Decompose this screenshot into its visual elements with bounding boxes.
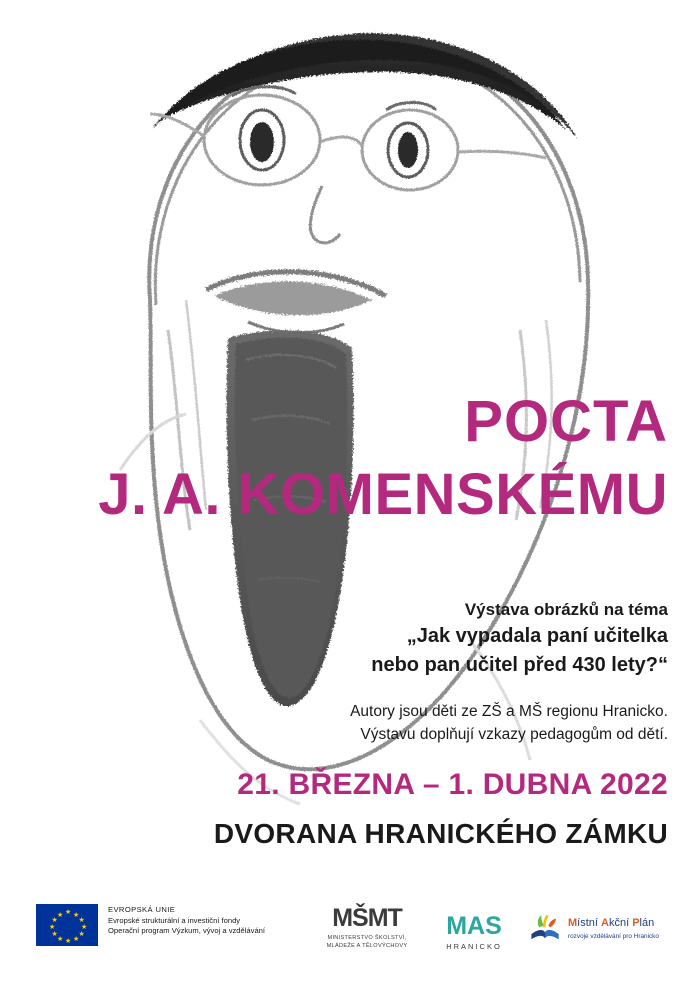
map-title-p: P [632,917,640,930]
msmt-logo-block [312,906,422,951]
map-title-m: M [568,917,578,930]
moustache [206,272,386,315]
msmt-mark: MŠMT [332,904,402,932]
subject-intro: Výstava obrázků na téma [464,600,668,619]
map-title-kcni: kční [608,917,633,930]
map-logo-block [528,912,659,946]
open-book-icon [528,912,562,946]
hair [152,33,578,140]
mas-logo-block [428,914,520,951]
map-title-a: A [601,917,609,930]
subject-quote-line-1: „Jak vypadala paní učitelka [406,625,668,648]
map-title [568,917,659,931]
eu-logo-block [36,904,265,946]
description-line-2: Výstavu doplňují vzkazy pedagogům od dětí. [360,726,668,744]
subject-quote-line-2: nebo pan učitel před 430 lety?“ [371,653,668,676]
msmt-line-1: MINISTERSTVO ŠKOLSTVÍ, [327,935,407,941]
map-sub: rozvoje vzdělávání pro Hranicko [568,932,659,940]
poster-description [108,700,668,747]
eyes [232,87,436,177]
headline-line-2: J. A. KOMENSKÉMU [98,462,668,528]
msmt-line-2: MLÁDEŽE A TĚLOVÝCHOVY [326,943,408,950]
map-title-istni: ístní [577,917,602,930]
glasses [150,95,546,190]
headline-line-1: POCTA [464,389,668,454]
nose [310,186,340,243]
eu-line-2: Operační program Výzkum, vývoj a vzdělávání [108,926,266,936]
poster-event-info [48,768,668,850]
eu-title: EVROPSKÁ UNIE [108,905,176,914]
eu-flag-icon: ★ ★ ★ ★ ★ ★ ★ ★ ★ ★ ★ ★ [36,904,98,946]
description-line-1: Autory jsou děti ze ZŠ a MŠ regionu Hranicko. [350,703,668,720]
mas-mark: MAS [446,912,502,940]
eu-line-1: Evropské strukturální a investiční fondy [108,916,241,925]
poster-footer [0,892,700,984]
mas-sub: HRANICKO [446,942,502,951]
poster-headline [48,389,668,528]
map-title-lan: lán [639,917,655,930]
event-date: 21. BŘEZNA – 1. DUBNA 2022 [237,768,668,801]
event-venue: DVORANA HRANICKÉHO ZÁMKU [213,818,668,849]
poster-subject [108,598,668,679]
